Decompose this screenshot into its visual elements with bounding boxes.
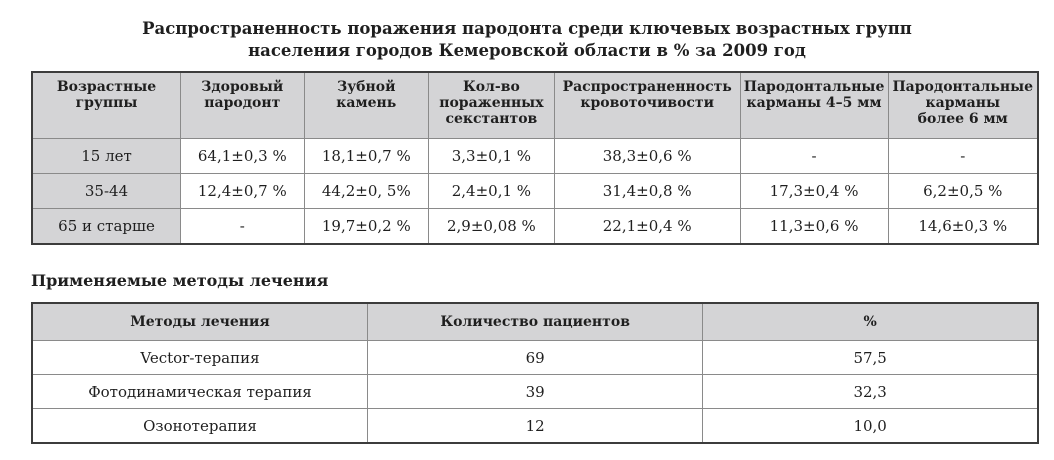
header-bleeding-prevalence: Распространенность кровоточивости: [554, 72, 740, 138]
header-dental-calculus: Зубной камень: [304, 72, 428, 138]
header-affected-sextants: Кол-во пораженных секстантов: [429, 72, 555, 138]
table-cell: 64,1±0,3 %: [181, 138, 305, 173]
table-cell: 2,9±0,08 %: [429, 208, 555, 244]
header-patient-count: Количество пациентов: [367, 303, 702, 341]
periodontal-prevalence-table: [31, 71, 1039, 245]
table-cell: 3,3±0,1 %: [429, 138, 555, 173]
table-cell: 2,4±0,1 %: [429, 173, 555, 208]
table-cell: 22,1±0,4 %: [554, 208, 740, 244]
table-row: [32, 138, 1038, 173]
header-healthy-periodontium: Здоровый пародонт: [181, 72, 305, 138]
table-row: [32, 409, 1038, 444]
table-cell: -: [888, 138, 1038, 173]
table-cell: 39: [367, 375, 702, 409]
table-cell: 18,1±0,7 %: [304, 138, 428, 173]
header-treatment-method: Методы лечения: [32, 303, 367, 341]
table-cell: 15 лет: [32, 138, 181, 173]
table-cell: 12,4±0,7 %: [181, 173, 305, 208]
table-cell: 35-44: [32, 173, 181, 208]
table-cell: 11,3±0,6 %: [740, 208, 888, 244]
table-cell: 32,3: [703, 375, 1038, 409]
table-row: [32, 375, 1038, 409]
table-cell: -: [181, 208, 305, 244]
title-line-1: Распространенность поражения пародонта среди ключевых возрастных групп: [142, 19, 912, 38]
title-line-2: населения городов Кемеровской области в % за 2009 год: [248, 41, 806, 60]
table-cell: 14,6±0,3 %: [888, 208, 1038, 244]
table-cell: Озонотерапия: [32, 409, 367, 444]
table-cell: Vector-терапия: [32, 341, 367, 375]
table-cell: 57,5: [703, 341, 1038, 375]
table-cell: 19,7±0,2 %: [304, 208, 428, 244]
table-cell: 6,2±0,5 %: [888, 173, 1038, 208]
table-row: [32, 208, 1038, 244]
table-cell: -: [740, 138, 888, 173]
table-header-row: [32, 303, 1038, 341]
section-heading: Применяемые методы лечения: [31, 271, 329, 290]
table-header-row: [32, 72, 1038, 138]
table-cell: 38,3±0,6 %: [554, 138, 740, 173]
header-age-groups: Возрастные группы: [32, 72, 181, 138]
table-row: [32, 173, 1038, 208]
table-cell: 44,2±0, 5%: [304, 173, 428, 208]
header-pockets-over-6mm: Пародонтальные карманы более 6 мм: [888, 72, 1038, 138]
table-cell: 10,0: [703, 409, 1038, 444]
table-cell: 69: [367, 341, 702, 375]
table-cell: 31,4±0,8 %: [554, 173, 740, 208]
header-percent: %: [703, 303, 1038, 341]
table-cell: 65 и старше: [32, 208, 181, 244]
table-cell: Фотодинамическая терапия: [32, 375, 367, 409]
table-cell: 17,3±0,4 %: [740, 173, 888, 208]
table-cell: 12: [367, 409, 702, 444]
table-row: [32, 341, 1038, 375]
treatment-methods-table: [31, 302, 1039, 444]
document-title: [0, 18, 1054, 62]
header-pockets-4-5mm: Пародонтальные карманы 4–5 мм: [740, 72, 888, 138]
